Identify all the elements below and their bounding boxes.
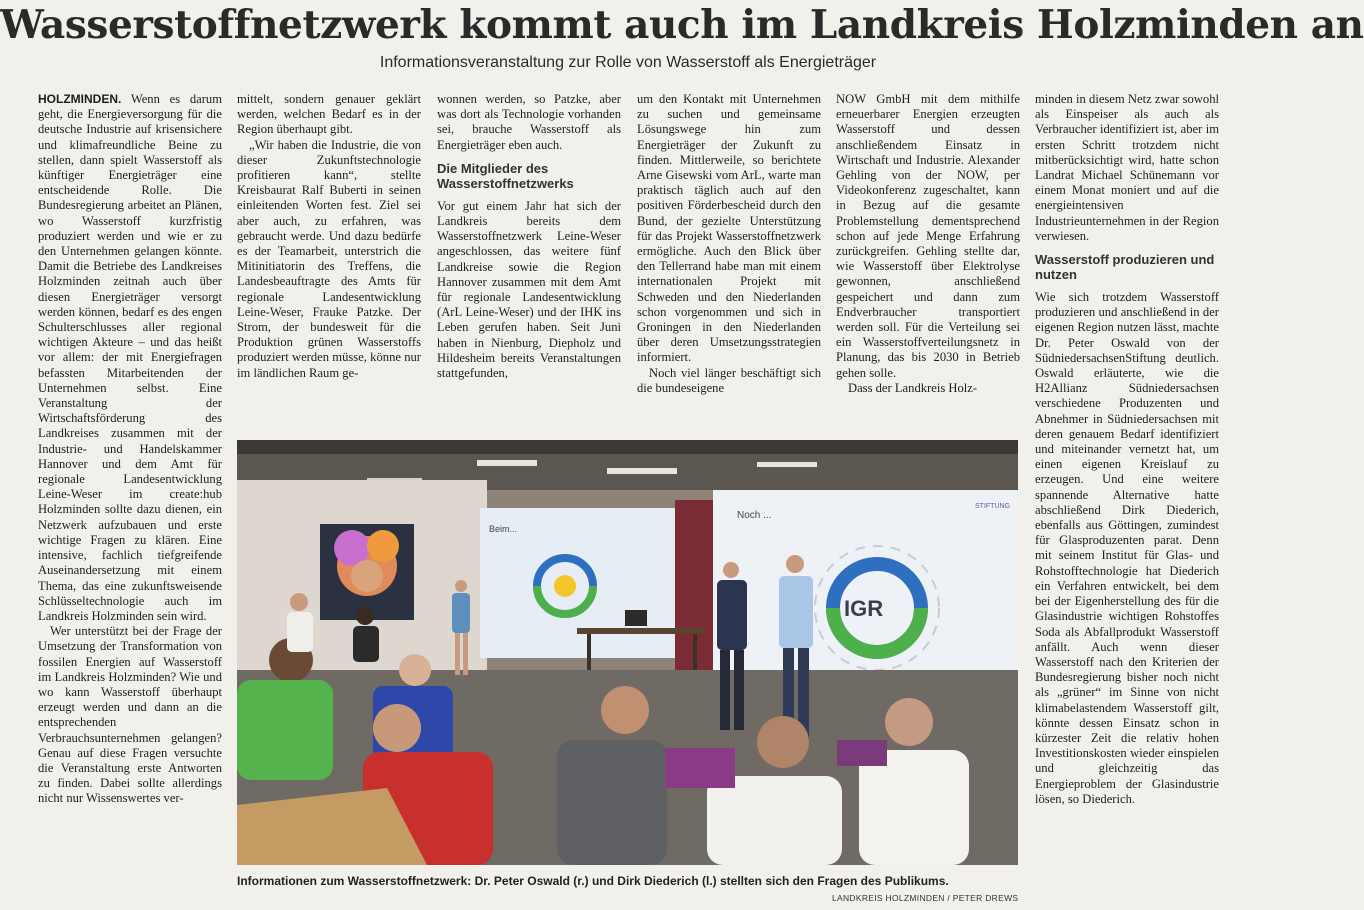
wall-painting xyxy=(320,524,414,620)
svg-text:STIFTUNG: STIFTUNG xyxy=(975,503,1010,510)
paragraph: um den Kontakt mit Unternehmen zu suchen und gemeinsame Lösungswege hin zum Energieträger der Zukunft zu finden. Mittlerweile, so berichtete Arne Gisewski vom ArL, warte man praktisch täglich auch auf den positiven Förderbescheid durch den Bund, der gezielte Unterstützung für das Projekt Wasserstoffnetzwerk ermögliche. Auch den Blick über den Tellerrand habe man mit einem internationalen Projekt mit Schweden und den Niederlanden schon vorgenommen und sich in Groningen in den Niederlanden über deren Umsetzungsstrategien informiert. xyxy=(637,92,821,365)
paragraph: NOW GmbH mit dem mithilfe erneuerbarer Energien erzeugten Wasserstoff und dessen anschließendem Einsatz in Wirtschaft und Industrie. Alexander Gehling von der NOW, per Videokonferenz zugeschaltet, kann in Bezug auf die gesamte Problemstellung dementsprechend schon auf jede Menge Erfahrung zurückgreifen. Gehling stellte dar, wie Wasserstoff über Elektrolyse gewonnen, anschließend gespeichert und dann zum Endverbraucher transportiert werden soll. Für die Verteilung sei ein Wasserstoffverteilungsnetz in Planung, das bis 2030 in Betrieb gehen solle. xyxy=(836,92,1020,380)
photo-credit: LANDKREIS HOLZMINDEN / PETER DREWS xyxy=(832,893,1019,903)
paragraph: minden in diesem Netz zwar sowohl als Einspeiser als auch als Verbraucher identifiziert ist, aber im ersten Schritt trotzdem nicht mitberücksichtigt wird, hatte schon Landrat Michael Schünemann vor einem Monat moniert und auf die energieintensiven Industrieunternehmen in der Region verwiesen. xyxy=(1035,92,1219,243)
svg-text:IGR: IGR xyxy=(844,596,884,621)
article-column-1 xyxy=(38,92,222,902)
svg-text:Beim...: Beim... xyxy=(489,524,518,534)
dateline: HOLZMINDEN. xyxy=(38,92,122,106)
subheadline: Informationsveranstaltung zur Rolle von Wasserstoff als Energieträger xyxy=(379,54,877,71)
paragraph: Wer unterstützt bei der Frage der Umsetzung der Transformation von fossilen Energien auf Wasserstoff im Landkreis Holzminden? Wie und wo kann Wasserstoff überhaupt erzeugt werden und dann an die entsprechenden Verbrauchsunternehmen gelangen? Genau auf diese Fragen versuchte die Veranstaltung erste Antworten zu finden. Dabei sollte allerdings nicht nur Wissenswertes ver- xyxy=(38,624,222,806)
article-column-6 xyxy=(1035,92,1219,902)
projection-screen-left xyxy=(480,508,675,658)
paragraph: wonnen werden, so Patzke, aber was dort als Technologie vorhanden sei, brauche Wasserstoff als Energieträger eben auch. xyxy=(437,92,621,152)
paragraph: HOLZMINDEN. Wenn es darum geht, die Energieversorgung für die deutsche Industrie auf krisensichere und klimafreundliche Beine zu stellen, dann spielt Wasserstoff als künftiger Energieträger eine entscheidende Rolle. Die Bundesregierung arbeitet an Plänen, wo Wasserstoff kurzfristig produziert werden und wie er zu den Unternehmen gelangen könnte. Damit die Betriebe des Landkreises Holzminden zeitnah auch über diesen Energieträger versorgt werden können, bedarf es des engen Schulterschlusses aller regional wichtigen Akteure – und das heißt vor allem: der mit Energiefragen befassten Mitarbeitenden der Unternehmen selbst. Eine Veranstaltung der Wirtschaftsförderung des Landkreises zusammen mit der Industrie- und Handelskammer Hannover und dem Amt für regionale Landesentwicklung Leine-Weser im create:hub Holzminden sollte dazu dienen, ein Netzwerk aufzubauen und erste wichtige Fragen zu klären. Eine intensive, fachlich tiefgreifende Auseinandersetzung mit einem Thema, das eine zukunftsweisende Schlüsseltechnologie auch im Landkreis Holzminden sein wird. xyxy=(38,92,222,623)
headline: Wasserstoffnetzwerk kommt auch im Landkreis Holzminden an xyxy=(0,2,1364,48)
article-column-4 xyxy=(637,92,821,432)
photo-caption: Informationen zum Wasserstoffnetzwerk: Dr. Peter Oswald (r.) und Dirk Diederich (l.) stellten sich den Fragen des Publikums. xyxy=(237,874,949,888)
svg-text:Noch ...: Noch ... xyxy=(737,510,772,521)
article-column-5 xyxy=(836,92,1020,432)
section-heading: Wasserstoff produzieren und nutzen xyxy=(1035,252,1215,283)
section-heading: Die Mitglieder des Wasserstoffnetzwerks xyxy=(437,160,574,191)
article-column-3 xyxy=(437,92,621,432)
article-column-2 xyxy=(237,92,421,432)
paragraph: Vor gut einem Jahr hat sich der Landkreis bereits dem Wasserstoffnetzwerk Leine-Weser angeschlossen, das weitere fünf Landkreise sowie die Region Hannover zusammen mit dem Amt für regionale Landesentwicklung (ArL Leine-Weser) und der IHK ins Leben gerufen haben. Seit Juni haben in Nienburg, Diepholz und Hildesheim bereits Veranstaltungen stattgefunden, xyxy=(437,198,621,381)
paragraph: mittelt, sondern genauer geklärt werden, welchen Bedarf es in der Region überhaupt gibt. xyxy=(237,92,421,137)
paragraph: Noch viel länger beschäftigt sich die bundeseigene xyxy=(637,365,821,395)
paragraph: Wie sich trotzdem Wasserstoff produzieren und anschließend in der eigenen Region nutzen lässt, machte Dr. Peter Oswald von der SüdniedersachsenStiftung deutlich. Oswald erläuterte, wie die H2Allianz Südniedersachsen verschiedene Produzenten und Abnehmer in Südniedersachsen mit deren genauem Bedarf identifiziert und miteinander vernetzt hat, um einen eigenen Kreislauf zu erzeugen. Und eine weitere spannende Alternative hatte abschließend Dirk Diederich, ebenfalls aus Göttingen, zumindest für Glasproduzenten parat. Denn mit seinem Institut für Glas- und Rohstofftechnologie hat Diederich ein Verfahren entwickelt, bei dem bei der Eigenherstellung des für die Glasindustrie wichtigen Rohstoffes Soda als Abfallprodukt Wasserstoff anfällt. Auch wenn dieser Wasserstoff nach den Kriterien der Bundesregierung bisher noch nicht als „grüner“ im Sinne von nicht klimabelastendem Wasserstoff gilt, könnte dessen Einsatz schon in kürzester Zeit die relativ hohen Investitionskosten wieder einspielen und gleichzeitig das Energieproblem der Glasindustrie lösen, so Diederich. xyxy=(1035,290,1219,806)
paragraph: „Wir haben die Industrie, die von dieser Zukunftstechnologie profitieren kann“, stellte Kreisbaurat Ralf Buberti in seinen einleitenden Worten fest. Ziel sei aber auch, zu erfahren, was gebraucht werde. Und dazu bedürfe es der Teamarbeit, unterstrich die Mitinitiatorin des Treffens, die Landesbeauftragte des Amts für regionale Landesentwicklung Leine-Weser, Frauke Patzke. Der Strom, der bundesweit für die Produktion grünen Wasserstoffs produziert werden müsse, könne nur im ländlichen Raum ge- xyxy=(237,137,421,380)
event-photo xyxy=(237,440,1018,865)
paragraph: Dass der Landkreis Holz- xyxy=(848,380,978,395)
